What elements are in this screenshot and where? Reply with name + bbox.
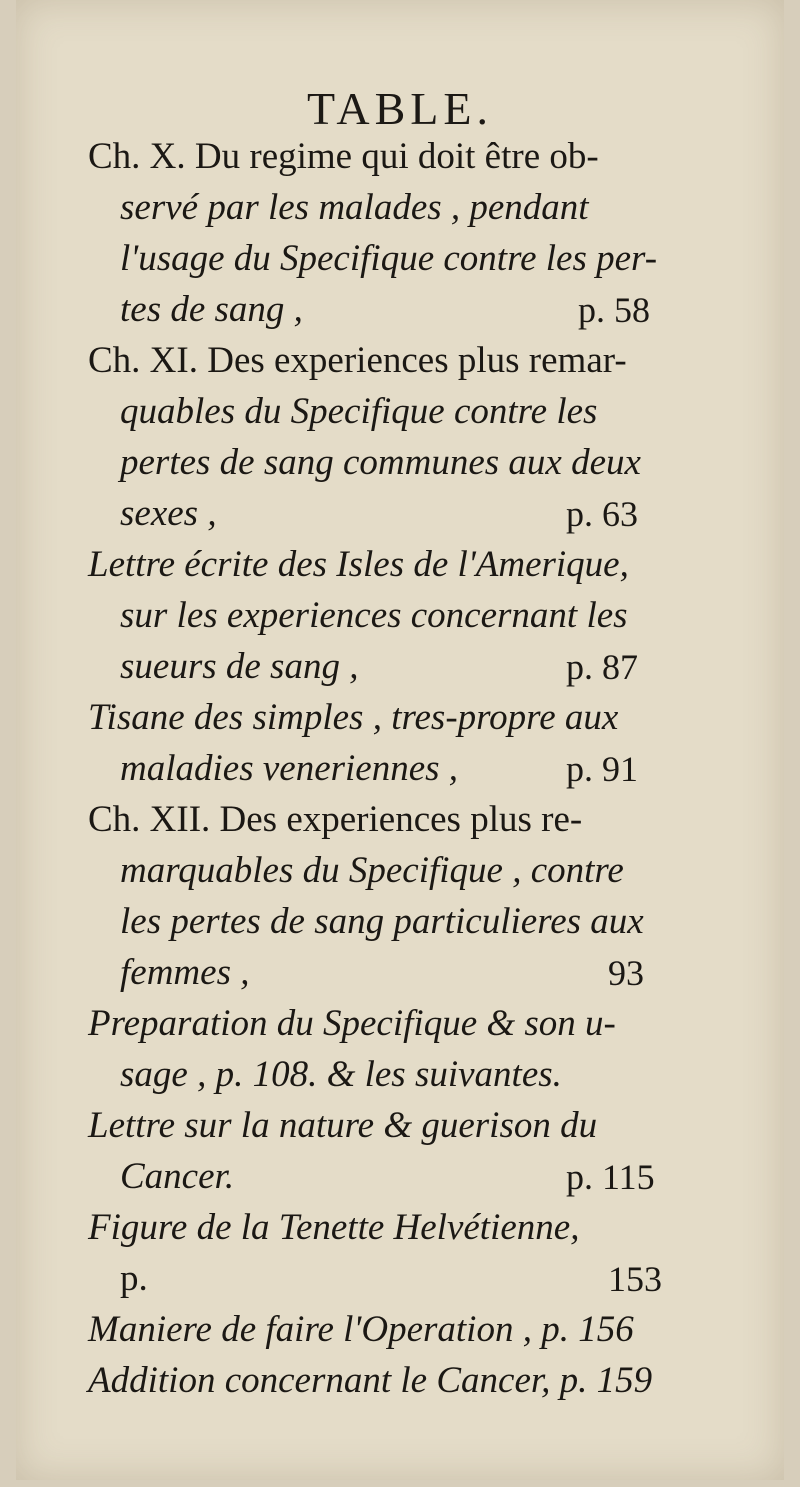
toc-line: sexes , <box>120 493 217 534</box>
toc-line: Figure de la Tenette Helvétienne, <box>88 1207 580 1248</box>
toc-line: Addition concernant le Cancer, p. 159 <box>88 1360 653 1401</box>
toc-line: les pertes de sang particulieres aux <box>120 901 644 942</box>
toc-line: Ch. X. Du regime qui doit être ob- <box>88 136 599 177</box>
toc-line: Preparation du Specifique & son u- <box>88 1003 616 1044</box>
toc-line: servé par les malades , pendant <box>120 187 589 228</box>
toc-line: quables du Specifique contre les <box>120 391 598 432</box>
toc-line: Lettre écrite des Isles de l'Amerique, <box>88 544 629 585</box>
page-ref: p. 58 <box>578 290 650 330</box>
toc-line: l'usage du Specifique contre les per- <box>120 238 658 279</box>
toc-line: Cancer. <box>120 1156 235 1197</box>
toc-line: femmes , <box>120 952 250 993</box>
toc-line: Maniere de faire l'Operation , p. 156 <box>88 1309 634 1350</box>
toc-line: sage , p. 108. & les suivantes. <box>120 1054 562 1095</box>
page-ref: p. 63 <box>566 494 638 534</box>
toc-line: maladies veneriennes , <box>120 748 459 789</box>
toc-line: Lettre sur la nature & guerison du <box>88 1105 598 1146</box>
toc-line: sueurs de sang , <box>120 646 359 687</box>
page-ref: p. 87 <box>566 647 638 687</box>
toc-line: marquables du Specifique , contre <box>120 850 624 891</box>
toc-line: tes de sang , <box>120 289 303 330</box>
page-ref: p. 115 <box>566 1157 655 1197</box>
toc-line: p. <box>120 1258 148 1299</box>
toc-line: sur les experiences concernant les <box>120 595 628 636</box>
toc-line: pertes de sang communes aux deux <box>120 442 641 483</box>
toc-line: Ch. XI. Des experiences plus remar- <box>88 340 627 381</box>
page-ref: 153 <box>608 1259 662 1299</box>
page-ref: 93 <box>608 953 644 993</box>
toc-line: Ch. XII. Des experiences plus re- <box>88 799 583 840</box>
running-head: TABLE. <box>306 83 493 134</box>
toc-line: Tisane des simples , tres-propre aux <box>88 697 619 738</box>
page-ref: p. 91 <box>566 749 638 789</box>
